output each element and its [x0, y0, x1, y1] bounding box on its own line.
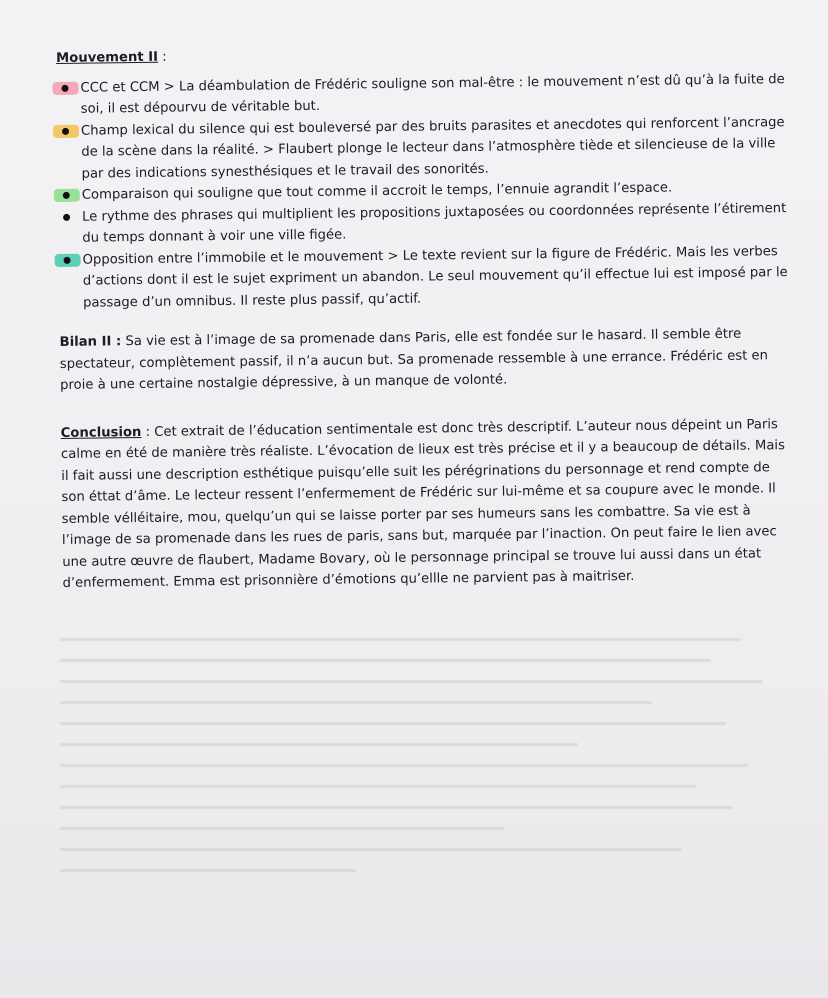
bilan-text: Sa vie est à l’image de sa promenade dans Paris, elle est fondée sur le hasard. Il semble être spectateur, complètement passif, il n’a aucun but. Sa promenade ressemble à une errance. Frédéric est en proie à une certaine nostalgie dépressive, à un manque de volonté. — [59, 326, 769, 393]
show-through-text — [60, 620, 800, 960]
conclusion-label: Conclusion — [60, 424, 142, 441]
bullet-highlight-pink — [52, 81, 78, 94]
bullet-text: Champ lexical du silence qui est bouleversé par des bruits parasites et anecdotes qui renforcent l’ancrage de la scène dans la réalité. > Flaubert plonge le lecteur dans l’atmosphère tiède et silencieuse de la ville par des indications synesthésiques et le travail des sonorités. — [80, 114, 785, 182]
bullet-text: CCC et CCM > La déambulation de Frédéric souligne son mal-être : le mouvement n’est dû qu’à la fuite de soi, il est dépourvu de véritable but. — [80, 71, 785, 117]
bilan-label: Bilan II : — [59, 334, 122, 350]
bullet-text: Comparaison qui souligne que tout comme il accroit le temps, l’ennuie agrandit l’espace. — [81, 180, 673, 203]
bullet-highlight-teal — [55, 253, 81, 266]
bullet-list — [56, 69, 789, 314]
section-heading-suffix: : — [157, 49, 167, 65]
section-heading-label: Mouvement II — [56, 49, 159, 66]
bullet-item — [57, 112, 788, 185]
section-heading — [56, 39, 786, 69]
bullet-item — [58, 241, 789, 314]
document-content — [56, 39, 793, 608]
conclusion-paragraph — [61, 414, 793, 595]
bilan-paragraph — [59, 323, 790, 396]
bullet-highlight-green — [54, 189, 80, 202]
bullet-highlight-yellow — [53, 124, 79, 137]
bullet-text: Opposition entre l’immobile et le mouvement > Le texte revient sur la figure de Frédéric. Mais les verbes d’actions dont il est le sujet expriment un abandon. Le seul mouvement qu’il effectue lui est imposé par le passage d’un omnibus. Il reste plus passif, qu’actif. — [82, 243, 788, 311]
conclusion-text: : Cet extrait de l’éducation sentimentale est donc très descriptif. L’auteur nous dépeint un Paris calme en été de manière très réaliste. L’évocation de lieux est très précise et il y a beaucoup de détails. Mais il fait aussi une description esthétique puisqu’elle suit les pérégrinations du personnage et rend compte de son éttat d’âme. Le lecteur ressent l’enfermement de Frédéric sur lui-même et sa coupure avec le monde. Il semble vélléitaire, mou, quelqu’un qui se laisse porter par ses humeurs sans les combattre. Sa vie est à l’image de sa promenade dans les rues de paris, sans but, marquée par l’inaction. On peut faire le lien avec une autre œuvre de flaubert, Madame Bovary, où le personnage principal se trouve lui aussi dans un état d’enfermement. Emma est prisonnière d’émotions qu’ellle ne parvient pas à maitriser. — [60, 416, 785, 591]
bullet-text: Le rythme des phrases qui multiplient les propositions juxtaposées ou coordonnées représente l’étirement du temps donnant à voir une ville figée. — [81, 200, 787, 246]
bullet-dot — [54, 210, 80, 223]
